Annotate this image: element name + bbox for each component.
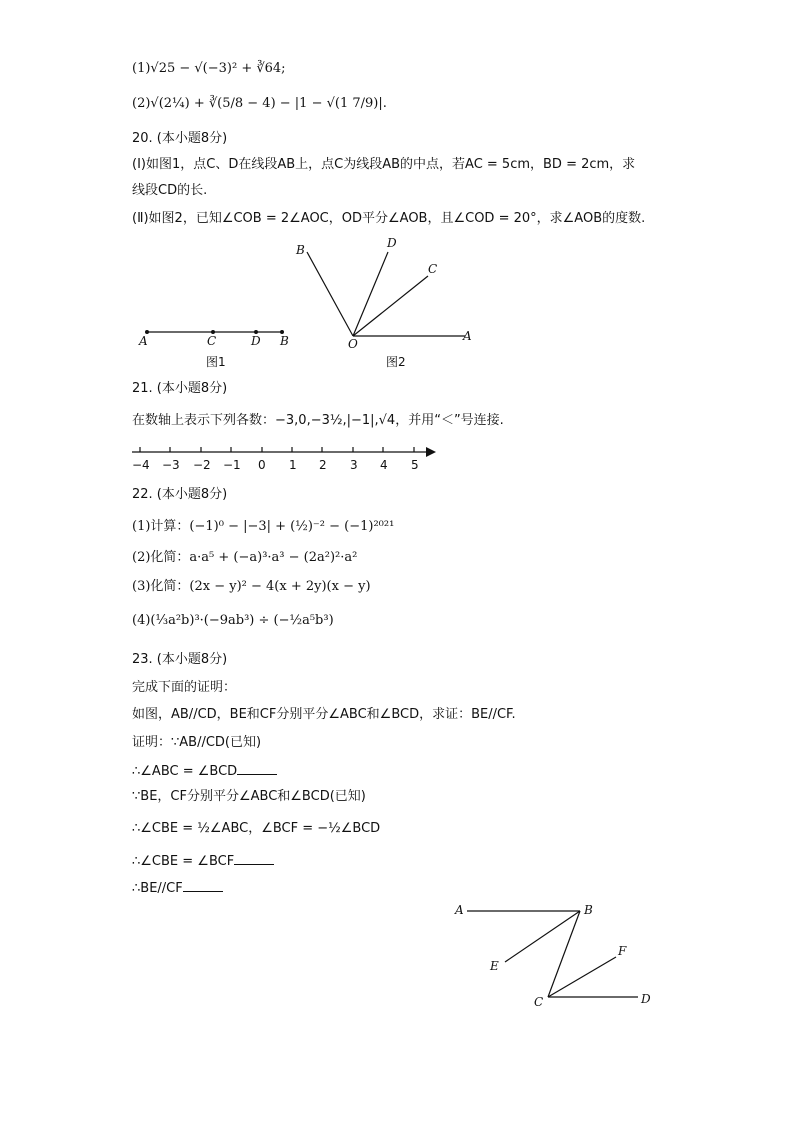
q23-step3: ∵BE，CF分别平分∠ABC和∠BCD(已知) [132, 789, 366, 804]
tick-label: −3 [162, 458, 180, 472]
q23-label-e: E [490, 959, 499, 973]
fig1-caption: 图1 [206, 355, 226, 369]
q23-step4: ∴∠CBE = ½∠ABC，∠BCF = −½∠BCD [132, 821, 381, 836]
tick-label: 4 [380, 458, 388, 472]
tick-label: −1 [223, 458, 241, 472]
answer-blank[interactable] [234, 852, 274, 865]
tick-label: −4 [132, 458, 150, 472]
q23-label-d: D [641, 992, 651, 1006]
q22-part3: (3)化简：(2x − y)² − 4(x + 2y)(x − y) [132, 579, 371, 594]
fig2-caption: 图2 [386, 355, 406, 369]
fig1-label-d: D [251, 334, 261, 348]
fig2-label-o: O [348, 337, 358, 351]
q23-step5 [132, 852, 274, 871]
q23-step2-text: ∴∠ABC = ∠BCD [132, 764, 238, 779]
q23-step6-text: ∴BE//CF [132, 881, 183, 896]
q23-label-b: B [584, 903, 593, 917]
q23-statement: 如图，AB//CD，BE和CF分别平分∠ABC和∠BCD，求证：BE//CF. [132, 707, 516, 722]
q20-part1-line2: 线段CD的长. [132, 183, 208, 198]
q23-label-a: A [455, 903, 464, 917]
number-line [132, 447, 436, 457]
q20-title: 20. (本小题8分) [132, 131, 228, 146]
q19-part1: (1)√25 − √(−3)² + ∛64; [132, 61, 286, 76]
figure2-angles [307, 252, 465, 336]
fig1-label-a: A [139, 334, 148, 348]
fig1-label-b: B [280, 334, 289, 348]
q21-title: 21. (本小题8分) [132, 381, 228, 396]
fig2-label-c: C [428, 262, 438, 276]
q19-part2: (2)√(2¼) + ∛(5/8 − 4) − |1 − √(1 7/9)|. [132, 96, 387, 111]
q23-step6 [132, 879, 223, 898]
q23-label-f: F [618, 944, 627, 958]
q23-title: 23. (本小题8分) [132, 652, 228, 667]
tick-label: 5 [411, 458, 419, 472]
tick-label: 0 [258, 458, 266, 472]
fig2-label-a: A [463, 329, 472, 343]
tick-label: 2 [319, 458, 327, 472]
q22-title: 22. (本小题8分) [132, 487, 228, 502]
fig2-label-b: B [296, 243, 305, 257]
answer-blank[interactable] [237, 762, 277, 775]
q23-figure [467, 911, 638, 997]
q22-part4: (4)(⅓a²b)³·(−9ab³) ÷ (−½a⁵b³) [132, 613, 334, 628]
fig1-label-c: C [207, 334, 217, 348]
q22-part2: (2)化简：a·a⁵ + (−a)³·a³ − (2a²)²·a² [132, 550, 358, 565]
q20-part1-line1: (Ⅰ)如图1，点C、D在线段AB上，点C为线段AB的中点，若AC = 5cm，BD = 2cm，求 [132, 157, 636, 172]
fig2-label-d: D [387, 236, 397, 250]
q23-intro: 完成下面的证明： [132, 680, 237, 695]
q22-part1: (1)计算：(−1)⁰ − |−3| + (½)⁻² − (−1)²⁰²¹ [132, 519, 395, 534]
q21-text: 在数轴上表示下列各数：−3,0,−3½,|−1|,√4，并用“＜”号连接. [132, 413, 504, 428]
tick-label: −2 [193, 458, 211, 472]
q23-step2 [132, 762, 277, 781]
q23-step5-text: ∴∠CBE = ∠BCF [132, 854, 235, 869]
q23-step1: 证明：∵AB//CD(已知) [132, 735, 262, 750]
tick-label: 1 [289, 458, 297, 472]
answer-blank[interactable] [183, 879, 223, 892]
tick-label: 3 [350, 458, 358, 472]
q20-part2: (Ⅱ)如图2，已知∠COB = 2∠AOC，OD平分∠AOB，且∠COD = 20°，求∠AOB的度数. [132, 211, 646, 226]
q23-label-c: C [534, 995, 544, 1009]
